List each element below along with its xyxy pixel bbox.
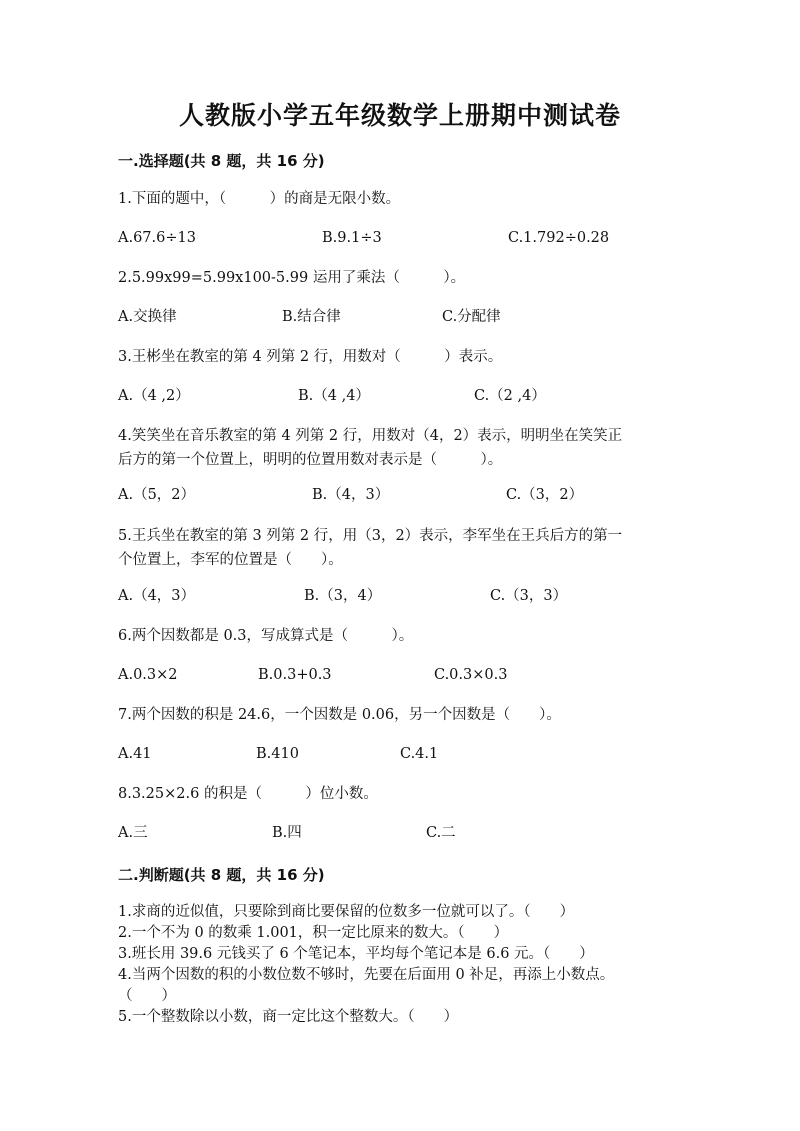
question-4-line-2: 后方的第一个位置上，明明的位置用数对表示是（ ）。 xyxy=(118,452,503,468)
question-1-option-c: C.1.792÷0.28 xyxy=(508,230,610,246)
question-7-option-a: A.41 xyxy=(118,746,152,762)
question-7-option-b: B.410 xyxy=(256,746,299,762)
question-4-line-1: 4.笑笑坐在音乐教室的第 4 列第 2 行，用数对（4，2）表示，明明坐在笑笑正 xyxy=(118,428,623,444)
question-3-option-b: B.（4 ,4） xyxy=(298,388,370,404)
question-8: 8.3.25×2.6 的积是（ ）位小数。 xyxy=(118,786,378,802)
question-6-option-a: A.0.3×2 xyxy=(118,667,178,683)
true-false-item-2: 2.一个不为 0 的数乘 1.001，积一定比原来的数大。（ ） xyxy=(118,925,509,941)
question-4-option-b: B.（4，3） xyxy=(312,487,390,503)
question-5-option-c: C.（3，3） xyxy=(490,588,568,604)
true-false-item-4: 4.当两个因数的积的小数位数不够时，先要在后面用 0 补足，再添上小数点。 xyxy=(118,967,615,983)
question-7-option-c: C.4.1 xyxy=(400,746,439,762)
question-3: 3.王彬坐在教室的第 4 列第 2 行，用数对（ ）表示。 xyxy=(118,349,503,365)
true-false-item-1: 1.求商的近似值，只要除到商比要保留的位数多一位就可以了。（ ） xyxy=(118,904,575,920)
question-3-option-c: C.（2 ,4） xyxy=(474,388,546,404)
question-8-option-b: B.四 xyxy=(272,825,302,841)
question-1-option-a: A.67.6÷13 xyxy=(118,230,196,246)
question-7: 7.两个因数的积是 24.6，一个因数是 0.06，另一个因数是（ ）。 xyxy=(118,707,561,723)
section-heading-true-false: 二.判断题(共 8 题，共 16 分) xyxy=(118,866,325,884)
question-2-option-c: C.分配律 xyxy=(442,309,501,325)
question-4-option-c: C.（3，2） xyxy=(506,487,584,503)
question-5-line-2: 个位置上，李军的位置是（ ）。 xyxy=(118,552,343,568)
question-4 xyxy=(118,424,678,472)
page-title: 人教版小学五年级数学上册期中测试卷 xyxy=(178,101,621,130)
true-false-item-3: 3.班长用 39.6 元钱买了 6 个笔记本，平均每个笔记本是 6.6 元。（ ） xyxy=(118,946,594,962)
question-8-option-a: A.三 xyxy=(118,825,148,841)
question-5 xyxy=(118,524,678,572)
question-8-option-c: C.二 xyxy=(426,825,456,841)
question-6-option-c: C.0.3×0.3 xyxy=(434,667,508,683)
question-2: 2.5.99x99=5.99x100-5.99 运用了乘法（ ）。 xyxy=(118,270,466,286)
true-false-item-5: 5.一个整数除以小数，商一定比这个整数大。（ ） xyxy=(118,1009,459,1025)
true-false-item-4-continued: （ ） xyxy=(118,988,176,1004)
question-2-option-b: B.结合律 xyxy=(282,309,341,325)
question-5-option-b: B.（3，4） xyxy=(304,588,382,604)
section-heading-multiple-choice: 一.选择题(共 8 题，共 16 分) xyxy=(118,152,325,170)
question-1: 1.下面的题中，（ ）的商是无限小数。 xyxy=(118,191,401,207)
question-5-option-a: A.（4，3） xyxy=(118,588,196,604)
question-2-option-a: A.交换律 xyxy=(118,309,177,325)
question-6: 6.两个因数都是 0.3，写成算式是（ ）。 xyxy=(118,628,414,644)
question-5-line-1: 5.王兵坐在教室的第 3 列第 2 行，用（3，2）表示，李军坐在王兵后方的第一 xyxy=(118,528,623,544)
question-3-option-a: A.（4 ,2） xyxy=(118,388,190,404)
question-4-option-a: A.（5，2） xyxy=(118,487,196,503)
question-6-option-b: B.0.3+0.3 xyxy=(258,667,332,683)
question-1-option-b: B.9.1÷3 xyxy=(322,230,382,246)
